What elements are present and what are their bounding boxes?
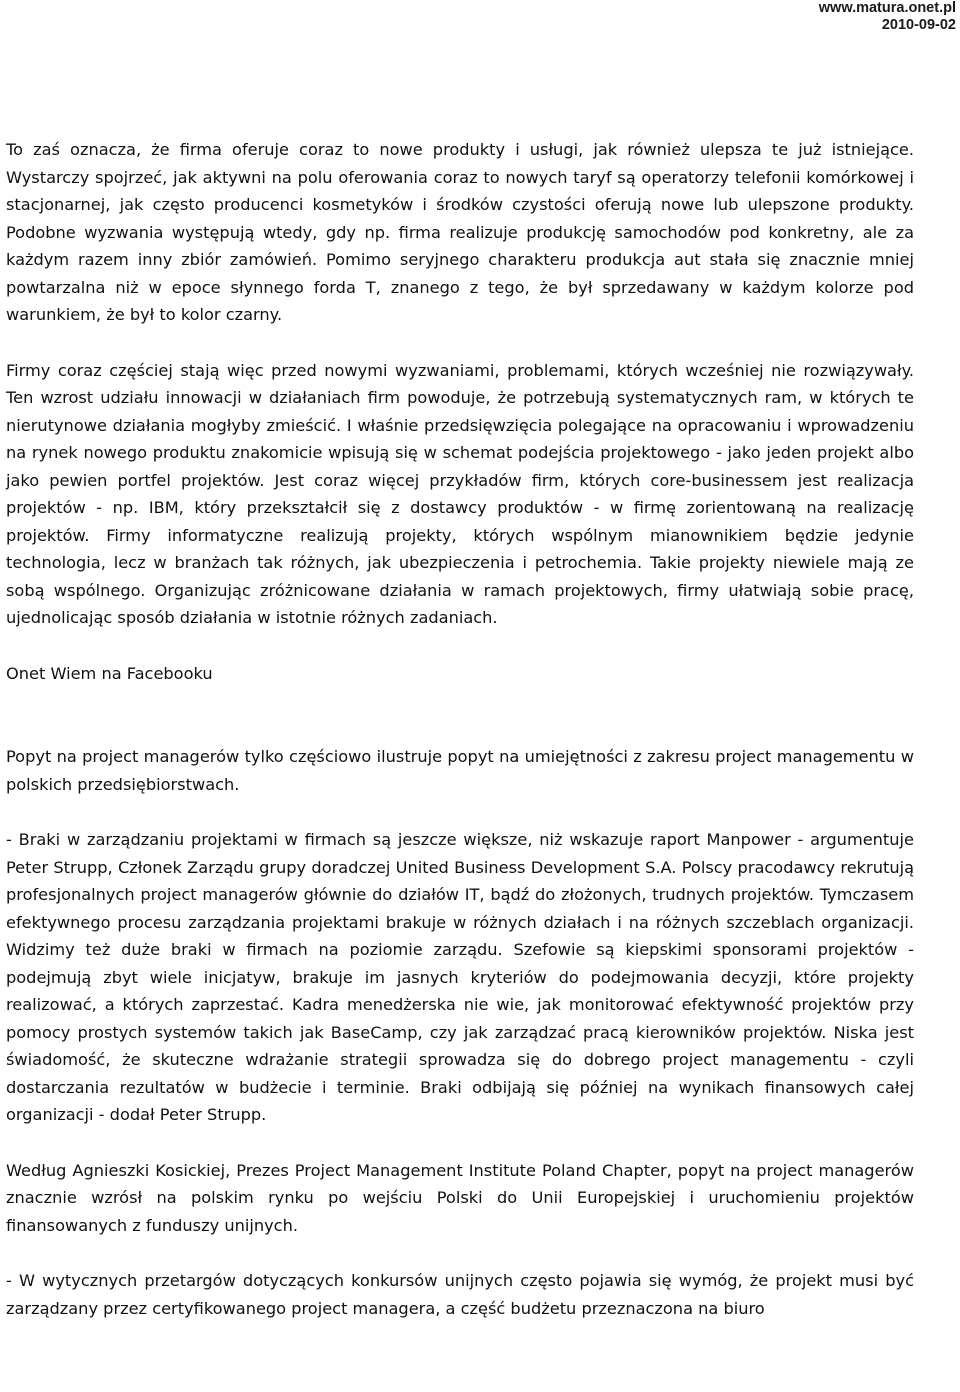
article-paragraph: Popyt na project managerów tylko częściowo ilustruje popyt na umiejętności z zakresu project managementu w polskich przedsiębiorstwach. [6, 747, 914, 794]
article-body [6, 136, 914, 1350]
facebook-link[interactable]: Onet Wiem na Facebooku [6, 663, 213, 683]
article-paragraph: To zaś oznacza, że firma oferuje coraz to nowe produkty i usługi, jak również ulepsza te już istniejące. Wystarczy spojrzeć, jak aktywni na polu oferowania coraz to nowych taryf są operatorzy telefonii komórkowej i stacjonarnej, jak często producenci kosmetyków i środków czystości oferują nowe lub ulepszone produkty. Podobne wyzwania występują wtedy, gdy np. firma realizuje produkcję samochodów pod konkretny, ale za każdym razem inny zbiór zamówień. Pomimo seryjnego charakteru produkcja aut stała się znacznie mniej powtarzalna niż w epoce słynnego forda T, znanego z tego, że był sprzedawany w każdym kolorze pod warunkiem, że był to kolor czarny. [6, 140, 914, 324]
article-paragraph: Według Agnieszki Kosickiej, Prezes Project Management Institute Poland Chapter, popyt na project managerów znacznie wzrósł na polskim rynku po wejściu Polski do Unii Europejskiej i uruchomieniu projektów finansowanych z funduszy unijnych. [6, 1160, 914, 1235]
print-date: 2010-09-02 [881, 17, 956, 33]
page-header [819, 0, 956, 34]
article-paragraph: - Braki w zarządzaniu projektami w firmach są jeszcze większe, niż wskazuje raport Manpower - argumentuje Peter Strupp, Członek Zarządu grupy doradczej United Business Development S.A. Polscy pracodawcy rekrutują profesjonalnych project managerów głównie do działów IT, bądź do złożonych, trudnych projektów. Tymczasem efektywnego procesu zarządzania projektami brakuje w różnych działach i na różnych szczeblach organizacji. Widzimy też duże braki w firmach na poziomie zarządu. Szefowie są kiepskimi sponsorami projektów - podejmują zbyt wiele inicjatyw, brakuje im jasnych kryteriów do podejmowania decyzji, które projekty realizować, a których zaprzestać. Kadra menedżerska nie wie, jak monitorować efektywność projektów przy pomocy prostych systemów takich jak BaseCamp, czy jak zarządzać pracą kierowników projektów. Niska jest świadomość, że skuteczne wdrażanie strategii sprowadza się do dobrego project managementu - czyli dostarczania rezultatów w budżecie i terminie. Braki odbijają się później na wynikach finansowych całej organizacji - dodał Peter Strupp. [6, 830, 914, 1124]
site-url[interactable]: www.matura.onet.pl [818, 0, 956, 16]
article-paragraph: - W wytycznych przetargów dotyczących konkursów unijnych często pojawia się wymóg, że projekt musi być zarządzany przez certyfikowanego project managera, a część budżetu przeznaczona na biuro [6, 1271, 914, 1318]
article-paragraph: Firmy coraz częściej stają więc przed nowymi wyzwaniami, problemami, których wcześniej nie rozwiązywały. Ten wzrost udziału innowacji w działaniach firm powoduje, że potrzebują systematycznych ram, w których te nierutynowe działania mogłyby zmieścić. I właśnie przedsięwzięcia polegające na opracowaniu i wprowadzeniu na rynek nowego produktu znakomicie wpisują się w schemat podejścia projektowego - jako jeden projekt albo jako pewien portfel projektów. Jest coraz więcej przykładów firm, których core-businessem jest realizacja projektów - np. IBM, który przekształcił się z dostawcy produktów - w firmę zorientowaną na realizację projektów. Firmy informatyczne realizują projekty, których wspólnym mianownikiem będzie jedynie technologia, lecz w branżach tak różnych, jak ubezpieczenia i petrochemia. Takie projekty niewiele mają ze sobą wspólnego. Organizując zróżnicowane działania w ramach projektowych, firmy ułatwiają sobie pracę, ujednolicając sposób działania w istotnie różnych zadaniach. [6, 360, 914, 627]
